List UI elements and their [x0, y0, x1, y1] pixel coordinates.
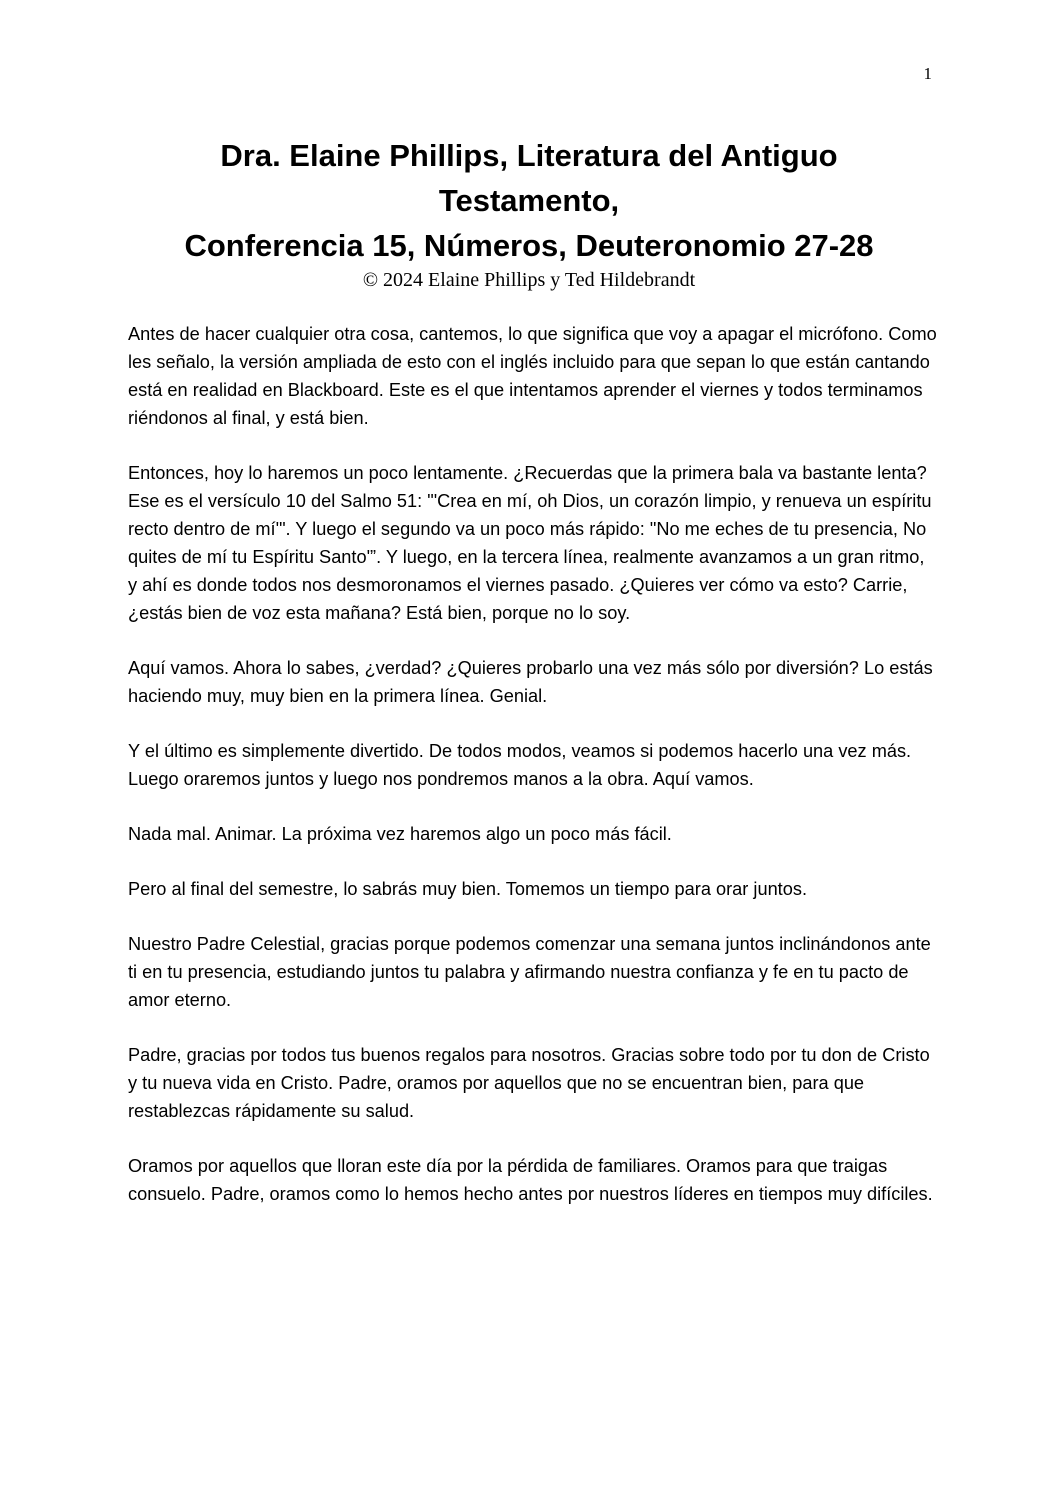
title-line-3: Conferencia 15, Números, Deuteronomio 27-28	[184, 228, 874, 263]
paragraph: Antes de hacer cualquier otra cosa, cantemos, lo que significa que voy a apagar el micrófono. Como les señalo, la versión ampliada de esto con el inglés incluido para que sepan lo que están cantando está en realidad en Blackboard. Este es el que intentamos aprender el viernes y todos terminamos riéndonos al final, y está bien.	[128, 324, 937, 428]
paragraph: Padre, gracias por todos tus buenos regalos para nosotros. Gracias sobre todo por tu don de Cristo y tu nueva vida en Cristo. Padre, oramos por aquellos que no se encuentran bien, para que restablezcas rápidamente su salud.	[128, 1045, 930, 1121]
paragraph: Y el último es simplemente divertido. De todos modos, veamos si podemos hacerlo una vez más. Luego oraremos juntos y luego nos pondremos manos a la obra. Aquí vamos.	[128, 741, 912, 789]
copyright-line: © 2024 Elaine Phillips y Ted Hildebrandt	[362, 269, 696, 291]
document-title	[100, 133, 958, 268]
paragraph: Nuestro Padre Celestial, gracias porque podemos comenzar una semana juntos inclinándonos ante ti en tu presencia, estudiando juntos tu palabra y afirmando nuestra confianza y fe en tu pacto de amor eterno.	[128, 934, 931, 1010]
page-number: 1	[923, 64, 932, 83]
title-line-1: Dra. Elaine Phillips, Literatura del Antiguo	[220, 138, 838, 173]
paragraph: Pero al final del semestre, lo sabrás muy bien. Tomemos un tiempo para orar juntos.	[128, 879, 807, 899]
paragraph: Entonces, hoy lo haremos un poco lentamente. ¿Recuerdas que la primera bala va bastante lenta? Ese es el versículo 10 del Salmo 51: "'Crea en mí, oh Dios, un corazón limpio, y renueva un espíritu recto dentro de mí'". Y luego el segundo va un poco más rápido: "No me eches de tu presencia, No quites de mí tu Espíritu Santo'”. Y luego, en la tercera línea, realmente avanzamos a un gran ritmo, y ahí es donde todos nos desmoronamos el viernes pasado. ¿Quieres ver cómo va esto? Carrie, ¿estás bien de voz esta mañana? Está bien, porque no lo soy.	[128, 463, 932, 623]
title-line-2: Testamento,	[438, 183, 620, 218]
document-body	[128, 320, 938, 1235]
paragraph: Oramos por aquellos que lloran este día por la pérdida de familiares. Oramos para que traigas consuelo. Padre, oramos como lo hemos hecho antes por nuestros líderes en tiempos muy difíciles.	[128, 1156, 933, 1204]
paragraph: Aquí vamos. Ahora lo sabes, ¿verdad? ¿Quieres probarlo una vez más sólo por diversión? Lo estás haciendo muy, muy bien en la primera línea. Genial.	[128, 658, 933, 706]
paragraph: Nada mal. Animar. La próxima vez haremos algo un poco más fácil.	[128, 824, 672, 844]
